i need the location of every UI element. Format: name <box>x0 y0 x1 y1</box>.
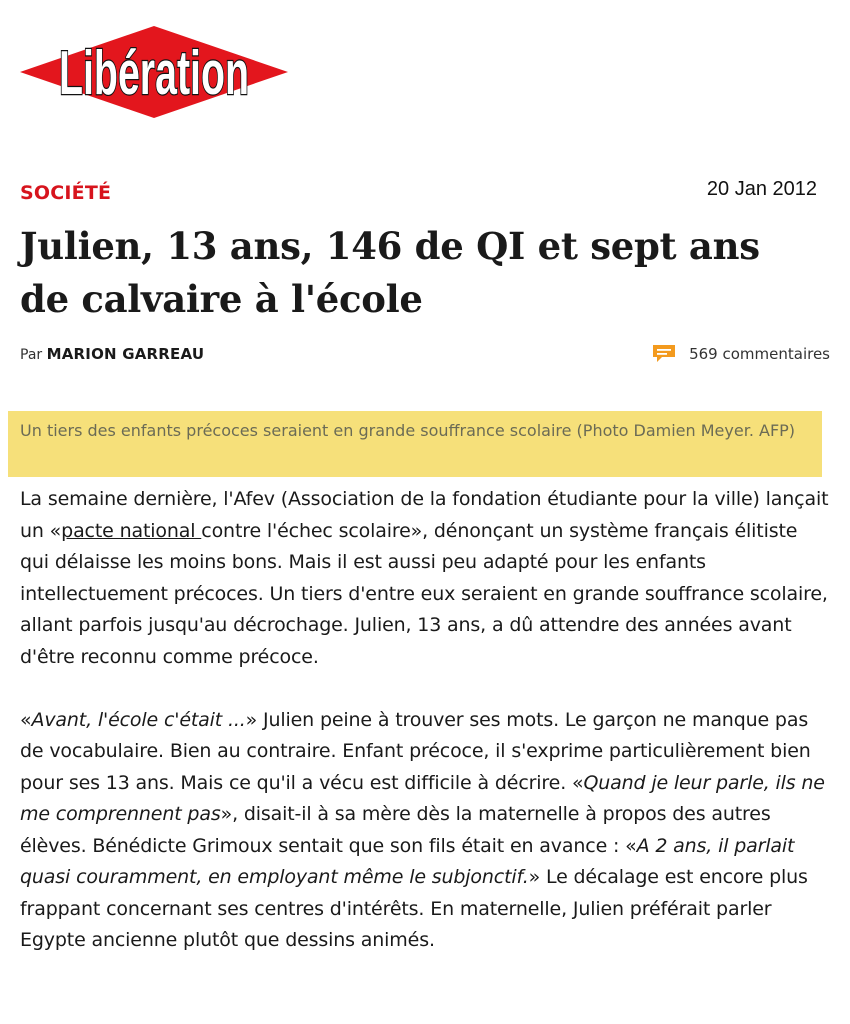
speech-bubble-icon <box>651 343 677 365</box>
byline-prefix: Par <box>20 347 47 363</box>
byline-row <box>20 343 830 367</box>
section-label[interactable]: SOCIÉTÉ <box>20 182 112 204</box>
article-body <box>20 484 832 988</box>
quote-open: « <box>20 708 32 731</box>
quote-1: Avant, l'école c'était ... <box>31 708 246 731</box>
liberation-logo[interactable] <box>20 22 288 122</box>
pacte-national-link[interactable]: pacte national <box>61 519 202 542</box>
paragraph-2 <box>20 705 832 957</box>
paragraph-2-text-c: » Le décalage est encore plus frappant concernant ses centres d'intérêts. En maternelle, Julien préférait parler Egypte ancienne plutôt que dessins animés. <box>20 866 808 951</box>
paragraph-2-text-a: » Julien peine à trouver ses mots. Le garçon ne manque pas de vocabulaire. Bien au contraire. Enfant précoce, il s'exprime particulièrement bien pour ses 13 ans. Mais ce qu'il a vécu est difficile à décrire. « <box>20 708 811 794</box>
paragraph-1-text-a: La semaine dernière, l'Afev (Association de la fondation étudiante pour la ville) lançait un « <box>20 488 829 542</box>
comments-count: 569 commentaires <box>689 345 830 363</box>
byline <box>20 345 204 363</box>
quote-3: A 2 ans, il parlait quasi couramment, en employant même le subjonctif. <box>20 834 795 888</box>
author-name[interactable]: MARION GARREAU <box>46 345 205 363</box>
paragraph-2-text-b: », disait-il à sa mère dès la maternelle à propos des autres élèves. Bénédicte Grimoux sentait que son fils était en avance : « <box>20 803 771 857</box>
article-title: Julien, 13 ans, 146 de QI et sept ans de calvaire à l'école <box>20 224 760 321</box>
article-meta-row <box>20 178 820 212</box>
paragraph-1 <box>20 484 832 673</box>
quote-2: Quand je leur parle, ils ne me comprennent pas <box>20 771 825 825</box>
publication-date: 20 Jan 2012 <box>706 178 817 200</box>
liberation-logo-graphic <box>20 22 288 122</box>
logo-wordmark: Libération <box>59 39 249 108</box>
photo-caption: Un tiers des enfants précoces seraient en grande souffrance scolaire (Photo Damien Meyer. AFP) <box>8 411 822 477</box>
paragraph-1-text-b: contre l'échec scolaire», dénonçant un système français élitiste qui délaisse les moins bons. Mais il est aussi peu adapté pour les enfants intellectuement précoces. Un tiers d'entre eux seraient en grande souffrance scolaire, allant parfois jusqu'au décrochage. Julien, 13 ans, a dû attendre des années avant d'être reconnu comme précoce. <box>20 519 828 668</box>
comments-link[interactable] <box>651 343 830 365</box>
